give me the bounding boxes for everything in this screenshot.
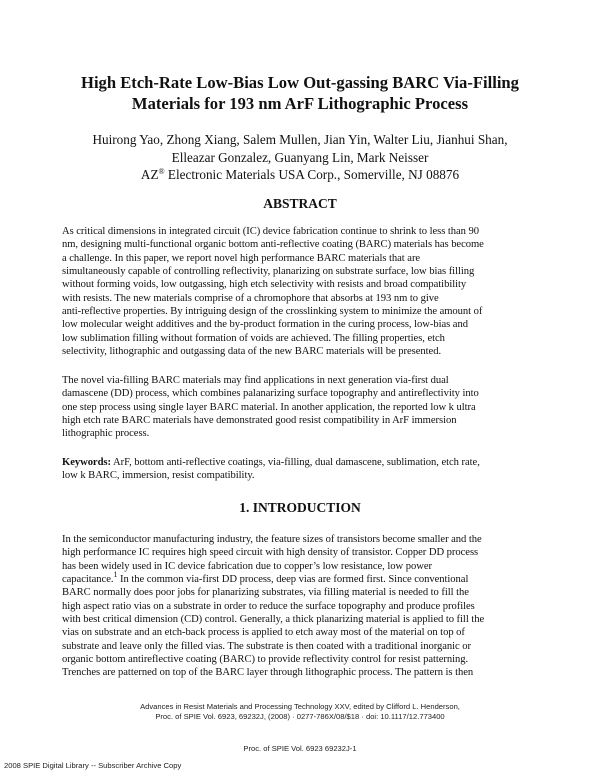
text-line: organic bottom antireflective coating (BARC) to provide reflectivity control for resist patterning. <box>62 654 469 666</box>
abstract-heading: ABSTRACT <box>263 196 337 211</box>
title-line: High Etch-Rate Low-Bias Low Out-gassing BARC Via-Filling <box>81 73 519 92</box>
paper-title <box>40 72 560 114</box>
affiliation <box>40 166 560 184</box>
text-line: damascene (DD) process, which combines palanarizing surface topography and antireflectivity into <box>62 388 479 400</box>
text-line: simultaneously capable of controlling reflectivity, planarizing on substrate surface, low bias filling <box>62 266 475 278</box>
abstract-paragraph-1 <box>62 225 542 358</box>
text-line: with resists. The new materials comprise of a chromophore that absorbs at 193 nm to give <box>62 292 439 304</box>
keywords-line: low k BARC, immersion, resist compatibility. <box>62 470 255 482</box>
text-line: lithographic process. <box>62 428 150 440</box>
text-line: nm, designing multi-functional organic bottom anti-reflective coating (BARC) materials has become <box>62 239 484 251</box>
text-line: high aspect ratio vias on a substrate in order to reduce the surface topography and produce profiles <box>62 600 475 612</box>
text-line: In the semiconductor manufacturing industry, the feature sizes of transistors become smaller and the <box>62 534 482 545</box>
text-line: without forming voids, low outgassing, high etch selectivity with resists and broad compatibility <box>62 279 467 291</box>
title-line: Materials for 193 nm ArF Lithographic Process <box>131 94 469 113</box>
affiliation-prefix: AZ <box>140 167 159 182</box>
keywords-text: ArF, bottom anti-reflective coatings, via-filling, dual damascene, sublimation, etch rate, <box>110 457 480 468</box>
publication-footer <box>0 702 600 722</box>
text-line: Trenches are patterned on top of the BARC layer through lithographic process. The pattern is then <box>62 667 474 679</box>
page-number: Proc. of SPIE Vol. 6923 69232J-1 <box>243 744 357 753</box>
text-line: high performance IC requires high speed circuit with high density of transistor. Copper DD process <box>62 547 479 559</box>
text-line: anti-reflective properties. By intriguing design of the crosslinking system to minimize the amount of <box>62 306 483 318</box>
affiliation-rest: Electronic Materials USA Corp., Somerville, NJ 08876 <box>164 167 460 182</box>
library-notice: 2008 SPIE Digital Library -- Subscriber Archive Copy <box>4 761 182 770</box>
text-line: As critical dimensions in integrated circuit (IC) device fabrication continue to shrink to less than 90 <box>62 226 480 237</box>
footer-line: Proc. of SPIE Vol. 6923, 69232J, (2008) · 0277-786X/08/$18 · doi: 10.1117/12.773400 <box>155 712 445 721</box>
capacitance-text: capacitance. <box>62 574 114 586</box>
author-block <box>40 131 560 184</box>
text-line: BARC normally does poor jobs for planarizing substrates, via filling material is needed to fill the <box>62 587 469 599</box>
text-line: high etch rate BARC materials have demonstrated good resist compatibility in ArF immersion <box>62 415 457 427</box>
text-line <box>62 570 542 586</box>
text-line: low molecular weight additives and the by-product formation in the curing process, low-bias and <box>62 319 468 331</box>
keywords-label: Keywords: <box>62 457 111 468</box>
authors-line: Huirong Yao, Zhong Xiang, Salem Mullen, Jian Yin, Walter Liu, Jianhui Shan, <box>92 132 508 147</box>
text-line: The novel via-filling BARC materials may find applications in next generation via-first dual <box>62 375 449 386</box>
text-line: substrate and leave only the filled vias. The substrate is then coated with a traditional inorganic or <box>62 640 472 652</box>
registered-mark: ® <box>158 167 165 176</box>
text-line: one step process using single layer BARC material. In another application, the reported low k ultra <box>62 401 476 413</box>
text-line: vias on substrate and an etch-back process is applied to etch away most of the material on top of <box>62 627 465 639</box>
text-line: has been widely used in IC device fabrication due to copper’s low resistance, low power <box>62 560 432 572</box>
introduction-paragraph <box>62 533 542 680</box>
abstract-paragraph-2 <box>62 374 542 441</box>
section-heading-introduction: 1. INTRODUCTION <box>239 500 361 515</box>
text-line: selectivity, lithographic and outgassing data of the new BARC materials will be presented. <box>62 346 442 358</box>
capacitance-rest: In the common via-first DD process, deep vias are formed first. Since conventional <box>117 574 469 586</box>
keywords-line <box>62 456 542 469</box>
text-line: with best critical dimension (CD) control. Generally, a thick planarizing material is applied to fill the <box>62 614 485 626</box>
footer-line: Advances in Resist Materials and Processing Technology XXV, edited by Clifford L. Henderson, <box>140 702 460 711</box>
text-line: a challenge. In this paper, we report novel high performance BARC materials that are <box>62 252 421 264</box>
reference-superscript: 1 <box>113 570 118 580</box>
authors-line: Elleazar Gonzalez, Guanyang Lin, Mark Neisser <box>171 149 429 165</box>
text-line: low sublimation filling without formation of voids are achieved. The filling properties, etch <box>62 332 445 344</box>
keywords-paragraph <box>62 456 542 483</box>
